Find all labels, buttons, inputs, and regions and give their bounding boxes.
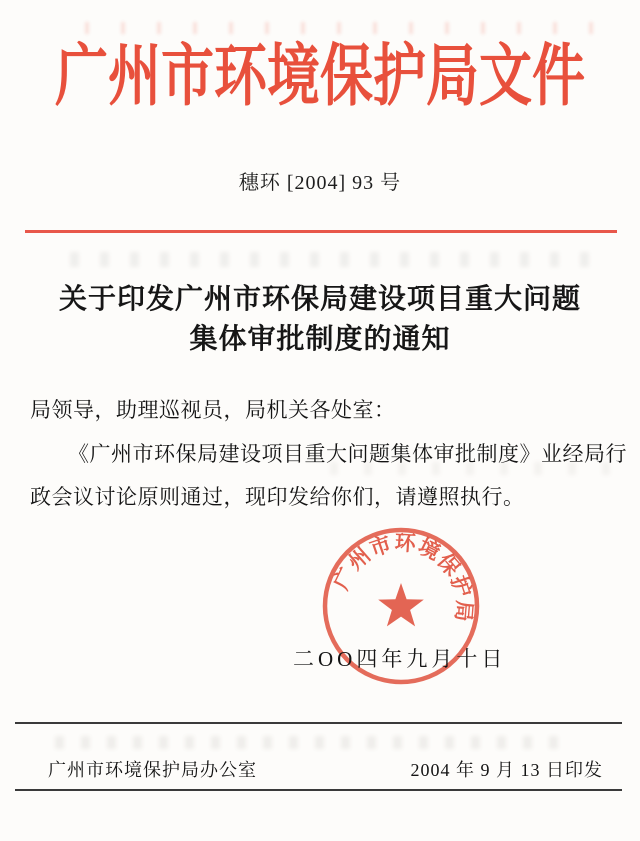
- footer-divider-top: [15, 722, 622, 724]
- body-paragraph-line: 政会议讨论原则通过，现印发给你们，请遵照执行。: [30, 485, 525, 509]
- body-paragraph-line: 《广州市环保局建设项目重大问题集体审批制度》业经局行: [68, 442, 627, 466]
- red-divider: [25, 230, 617, 233]
- doc-number: 穗环 [2004] 93 号: [238, 172, 402, 194]
- document-title-line2: 集体审批制度的通知: [189, 324, 451, 355]
- scan-artifact: [55, 736, 575, 749]
- seal-text: 广州市环境保护局: [328, 530, 477, 623]
- footer-divider-bottom: [15, 789, 622, 791]
- footer-print-date: 2004 年 9 月 13 日印发: [410, 760, 603, 780]
- salutation: 局领导，助理巡视员，局机关各处室：: [30, 398, 396, 422]
- footer-issuer: 广州市环境保护局办公室: [48, 760, 257, 780]
- agency-title: 广州市环境保护局文件: [55, 39, 585, 115]
- scan-artifact: [70, 252, 600, 267]
- document-title-line1: 关于印发广州市环保局建设项目重大问题: [58, 284, 581, 315]
- star-icon: [378, 583, 424, 626]
- signature-date: 二OO四年九月十日: [293, 647, 507, 671]
- document-title: [0, 280, 640, 360]
- footer-row: [48, 756, 603, 782]
